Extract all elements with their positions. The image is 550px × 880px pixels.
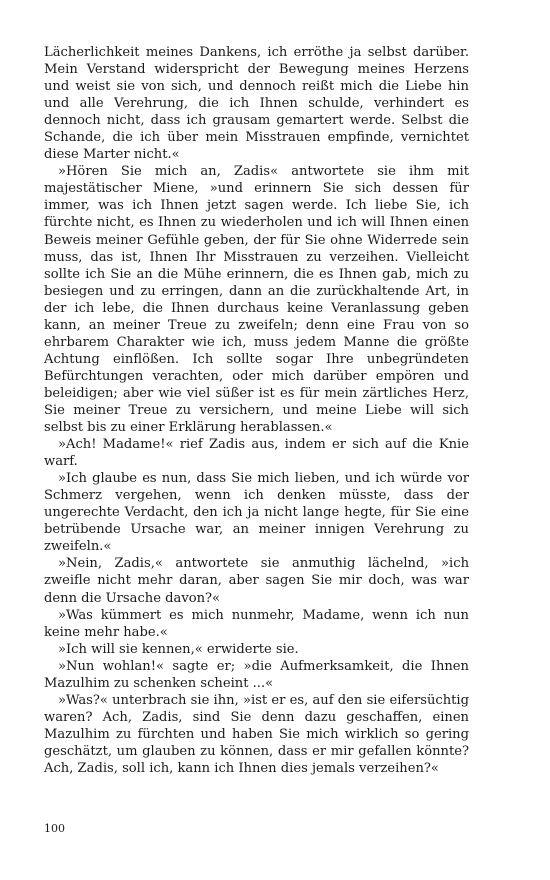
paragraph: »Nein, Zadis,« antwortete sie anmuthig lächelnd, »ich zweifle nicht mehr daran, aber sagen Sie mir doch, was war denn die Ursache davon?« — [44, 556, 469, 606]
page-number: 100 — [44, 822, 65, 835]
body-text — [44, 44, 469, 777]
paragraph: »Ach! Madame!« rief Zadis aus, indem er sich auf die Knie warf. — [44, 437, 469, 470]
paragraph-continued: Lächerlichkeit meines Dankens, ich erröthe ja selbst darüber. Mein Verstand widerspricht der Bewegung meines Herzens und weist sie von sich, und dennoch reißt mich die Liebe hin und alle Verehrung, die ich Ihnen schulde, verhindert es dennoch nicht, dass ich grausam gemartert werde. Selbst die Schande, die ich über mein Misstrauen empfinde, vernichtet diese Marter nicht.« — [44, 45, 469, 163]
paragraph: »Was kümmert es mich nunmehr, Madame, wenn ich nun keine mehr habe.« — [44, 607, 469, 640]
paragraph: »Ich will sie kennen,« erwiderte sie. — [58, 641, 299, 657]
paragraph: »Nun wohlan!« sagte er; »die Aufmerksamkeit, die Ihnen Mazulhim zu schenken scheint ...« — [44, 658, 469, 691]
paragraph: »Was?« unterbrach sie ihn, »ist er es, auf den sie eifersüchtig waren? Ach, Zadis, sind Sie denn dazu geschaffen, einen Mazulhim zu fürchten und haben Sie mich wirklich so gering geschätzt, um glauben zu können, dass er mir gefallen könnte? Ach, Zadis, soll ich, kann ich Ihnen dies jemals verzeihen?« — [44, 692, 469, 776]
paragraph: »Ich glaube es nun, dass Sie mich lieben, und ich würde vor Schmerz vergehen, wenn ich denken müsste, dass der ungerechte Verdacht, den ich ja nicht lange hegte, für Sie eine betrübende Ursache war, an meiner innigen Verehrung zu zweifeln.« — [44, 471, 469, 555]
paragraph: »Hören Sie mich an, Zadis« antwortete sie ihm mit majestätischer Miene, »und erinnern Sie sich dessen für immer, was ich Ihnen jetzt sagen werde. Ich liebe Sie, ich fürchte nicht, es Ihnen zu wiederholen und ich will Ihnen einen Beweis meiner Gefühle geben, der für Sie ohne Widerrede sein muss, das ist, Ihnen Ihr Misstrauen zu verzeihen. Vielleicht sollte ich Sie an die Mühe erinnern, die es Ihnen gab, mich zu besiegen und zu erringen, dann an die zurückhaltende Art, in der ich lebe, die Ihnen durchaus keine Veranlassung geben kann, an meiner Treue zu zweifeln; denn eine Frau von so ehrbarem Charakter wie ich, muss jedem Manne die größte Achtung einflößen. Ich sollte sogar Ihre unbegründeten Befürchtungen verachten, oder mich darüber empören und beleidigen; aber wie viel süßer ist es für mein zärtliches Herz, Sie meiner Treue zu versichern, und meine Liebe will sich selbst bis zu einer Erklärung herablassen.« — [44, 164, 469, 436]
